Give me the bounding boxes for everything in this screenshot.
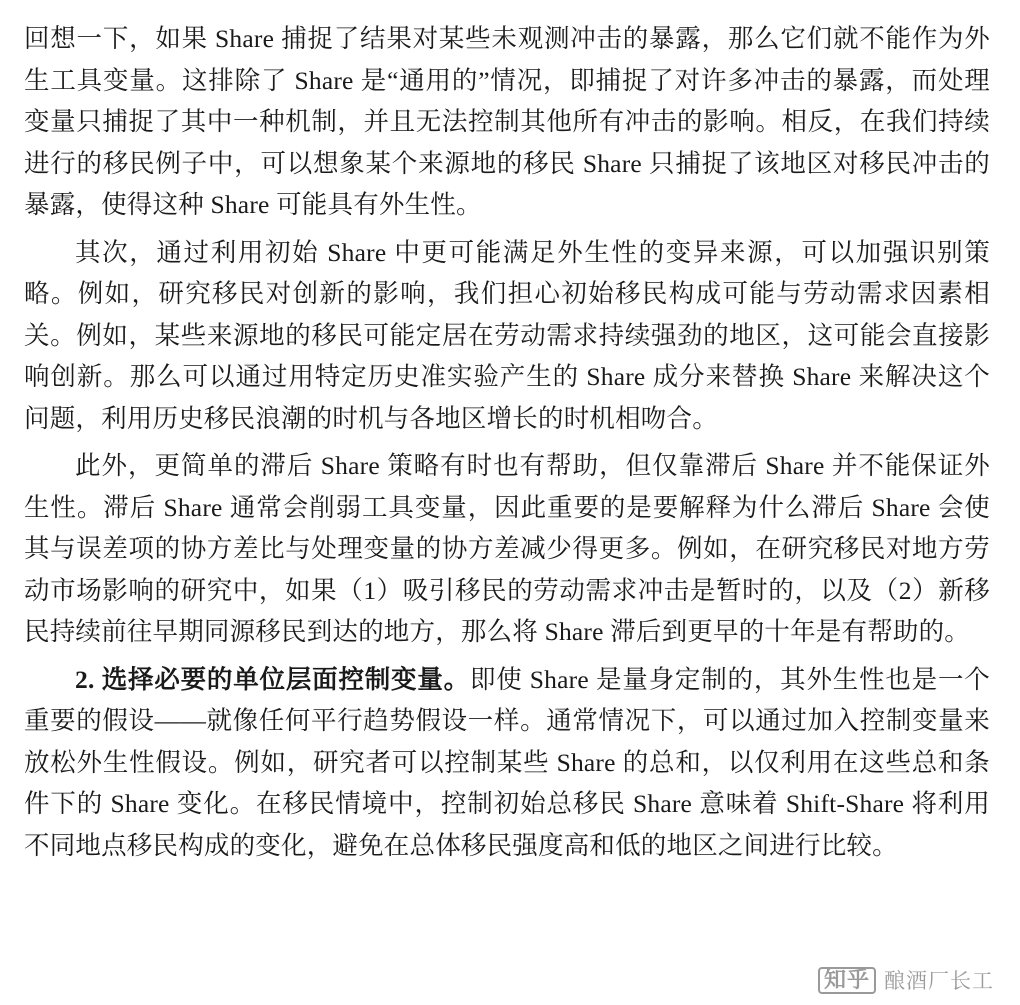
watermark-username: 酿酒厂长工 xyxy=(884,970,994,993)
paragraph-4 xyxy=(24,659,990,867)
paragraph-1: 回想一下，如果 Share 捕捉了结果对某些未观测冲击的暴露，那么它们就不能作为外生工具变量。这排除了 Share 是“通用的”情况，即捕捉了对许多冲击的暴露，而处理变量只捕捉了其中一种机制，并且无法控制其他所有冲击的影响。相反，在我们持续进行的移民例子中，可以想象某个来源地的移民 Share 只捕捉了该地区对移民冲击的暴露，使得这种 Share 可能具有外生性。 xyxy=(24,24,990,219)
section-heading-inline: 2. 选择必要的单位层面控制变量。 xyxy=(75,664,470,694)
watermark xyxy=(818,965,994,995)
paragraph-3: 此外，更简单的滞后 Share 策略有时也有帮助，但仅靠滞后 Share 并不能保证外生性。滞后 Share 通常会削弱工具变量，因此重要的是要解释为什么滞后 Share 会使其与误差项的协方差比与处理变量的协方差减少得更多。例如，在研究移民对地方劳动市场影响的研究中，如果（1）吸引移民的劳动需求冲击是暂时的，以及（2）新移民持续前往早期同源移民到达的地方，那么将 Share 滞后到更早的十年是有帮助的。 xyxy=(24,451,990,646)
section-body-inline: 即使 Share 是量身定制的，其外生性也是一个重要的假设——就像任何平行趋势假设一样。通常情况下，可以通过加入控制变量来放松外生性假设。例如，研究者可以控制某些 Share 的总和，以仅利用在这些总和条件下的 Share 变化。在移民情境中，控制初始总移民 Share 意味着 Shift-Share 将利用不同地点移民构成的变化，避免在总体移民强度高和低的地区之间进行比较。 xyxy=(24,664,990,860)
paragraph-2: 其次，通过利用初始 Share 中更可能满足外生性的变异来源，可以加强识别策略。例如，研究移民对创新的影响，我们担心初始移民构成可能与劳动需求因素相关。例如，某些来源地的移民可能定居在劳动需求持续强劲的地区，这可能会直接影响创新。那么可以通过用特定历史准实验产生的 Share 成分来替换 Share 来解决这个问题，利用历史移民浪潮的时机与各地区增长的时机相吻合。 xyxy=(24,237,990,433)
zhihu-logo-icon: 知乎 xyxy=(818,967,876,994)
